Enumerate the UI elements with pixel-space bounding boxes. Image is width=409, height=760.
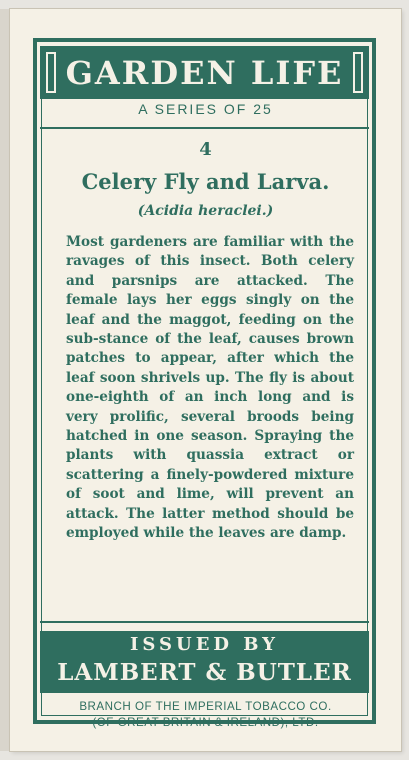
- footer-line-1: BRANCH OF THE IMPERIAL TOBACCO CO.: [79, 700, 332, 713]
- banner-ornament-right-icon: [353, 52, 363, 93]
- footer-line-2: (OF GREAT BRITAIN & IRELAND), LTD.: [92, 716, 319, 729]
- footer-text: [10, 699, 401, 731]
- divider: [40, 127, 369, 129]
- card-description: Most gardeners are familiar with the ravages of this insect. Both celery and parsnips are attacked. The female lays her eggs singly on the leaf and the maggot, feeding on the sub-stance of the leaf, causes brown patches to appear, after which the leaf soon shrivels up. The fly is about one-eighth of an inch long and is very prolific, several broods being hatched in one season. Spraying the plants with quassia extract or scattering a finely-powdered mixture of soot and lime, will prevent an attack. The latter method should be employed while the leaves are damp.: [66, 234, 354, 542]
- card-title: Celery Fly and Larva.: [81, 169, 330, 194]
- banner-ornament-left-icon: [46, 52, 56, 93]
- cigarette-card: [10, 9, 401, 751]
- card-number: 4: [199, 139, 212, 160]
- title-banner: [40, 46, 369, 99]
- issuer-name: LAMBERT & BUTLER: [57, 659, 352, 686]
- issued-by-label: ISSUED BY: [129, 634, 280, 655]
- series-subtitle: A SERIES OF 25: [138, 101, 273, 117]
- issuer-banner: [40, 631, 369, 693]
- series-title: GARDEN LIFE: [65, 53, 344, 92]
- card-latin-name: (Acidia heraclei.): [137, 203, 274, 219]
- scan-edge: [0, 9, 10, 751]
- divider: [40, 621, 369, 623]
